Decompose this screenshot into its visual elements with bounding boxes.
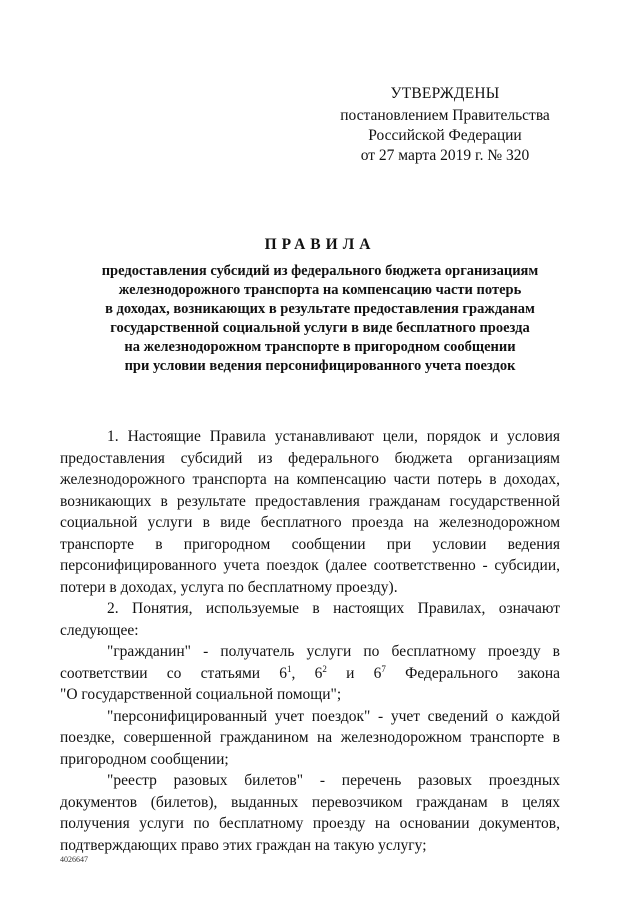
- paragraph-1: 1. Настоящие Правила устанавливают цели, порядок и условия предоставления субсидий из федерального бюджета организациям железнодорожного транспорта на компенсацию части потерь в доходах, возникающих в результате предоставления гражданам государственной социальной услуги в виде бесплатного проезда на железнодорожном транспорте в пригородном сообщении при условии ведения персонифицированного учета поездок (далее соответственно - субсидии, потери в доходах, услуга по бесплатному проезду).: [60, 428, 560, 596]
- definition-trip-accounting: "персонифицированный учет поездок" - учет сведений о каждой поездке, совершенной гражданином на железнодорожном транспорте в пригородном сообщении;: [60, 707, 560, 768]
- definition-ticket-registry: "реестр разовых билетов" - перечень разовых проездных документов (билетов), выданных перевозчиком гражданам в целях получения услуги по бесплатному проезду на основании документов, подтверждающих право этих граждан на такую услугу;: [60, 772, 560, 854]
- document-code: 4026647: [60, 855, 88, 864]
- approval-line-1: постановлением Правительства: [340, 107, 550, 124]
- subtitle-line: в доходах, возникающих в результате предоставления гражданам: [105, 301, 535, 317]
- superscript: 7: [381, 663, 386, 674]
- subtitle-line: при условии ведения персонифицированного учета поездок: [124, 358, 516, 374]
- subtitle-line: государственной социальной услуги в виде бесплатного проезда: [110, 320, 530, 336]
- document-title: ПРАВИЛА: [264, 236, 376, 253]
- document-subtitle: [60, 262, 580, 376]
- document-body: [60, 426, 560, 856]
- definition-citizen-text: и 6: [326, 664, 382, 682]
- paragraph-2: 2. Понятия, используемые в настоящих Правилах, означают следующее:: [60, 600, 560, 639]
- subtitle-line: предоставления субсидий из федерального бюджета организациям: [101, 263, 539, 279]
- definition-citizen-text: Федерального закона: [385, 664, 561, 682]
- definition-citizen-text: , 6: [291, 664, 323, 682]
- approval-line-2: Российской Федерации: [368, 127, 522, 144]
- subtitle-line: железнодорожного транспорта на компенсацию части потерь: [118, 282, 522, 298]
- approval-stamp: [330, 84, 560, 166]
- definition-citizen: [60, 641, 560, 684]
- approval-heading: УТВЕРЖДЕНЫ: [390, 85, 500, 102]
- approval-line-3: от 27 марта 2019 г. № 320: [360, 147, 530, 164]
- superscript: 1: [287, 663, 292, 674]
- superscript: 2: [322, 663, 327, 674]
- definition-citizen-law: "О государственной социальной помощи";: [60, 686, 342, 703]
- definition-citizen-text: "гражданин" - получатель услуги по бесплатному проезду в соответствии со статьями 6: [60, 643, 560, 682]
- subtitle-line: на железнодорожном транспорте в пригородном сообщении: [124, 339, 516, 355]
